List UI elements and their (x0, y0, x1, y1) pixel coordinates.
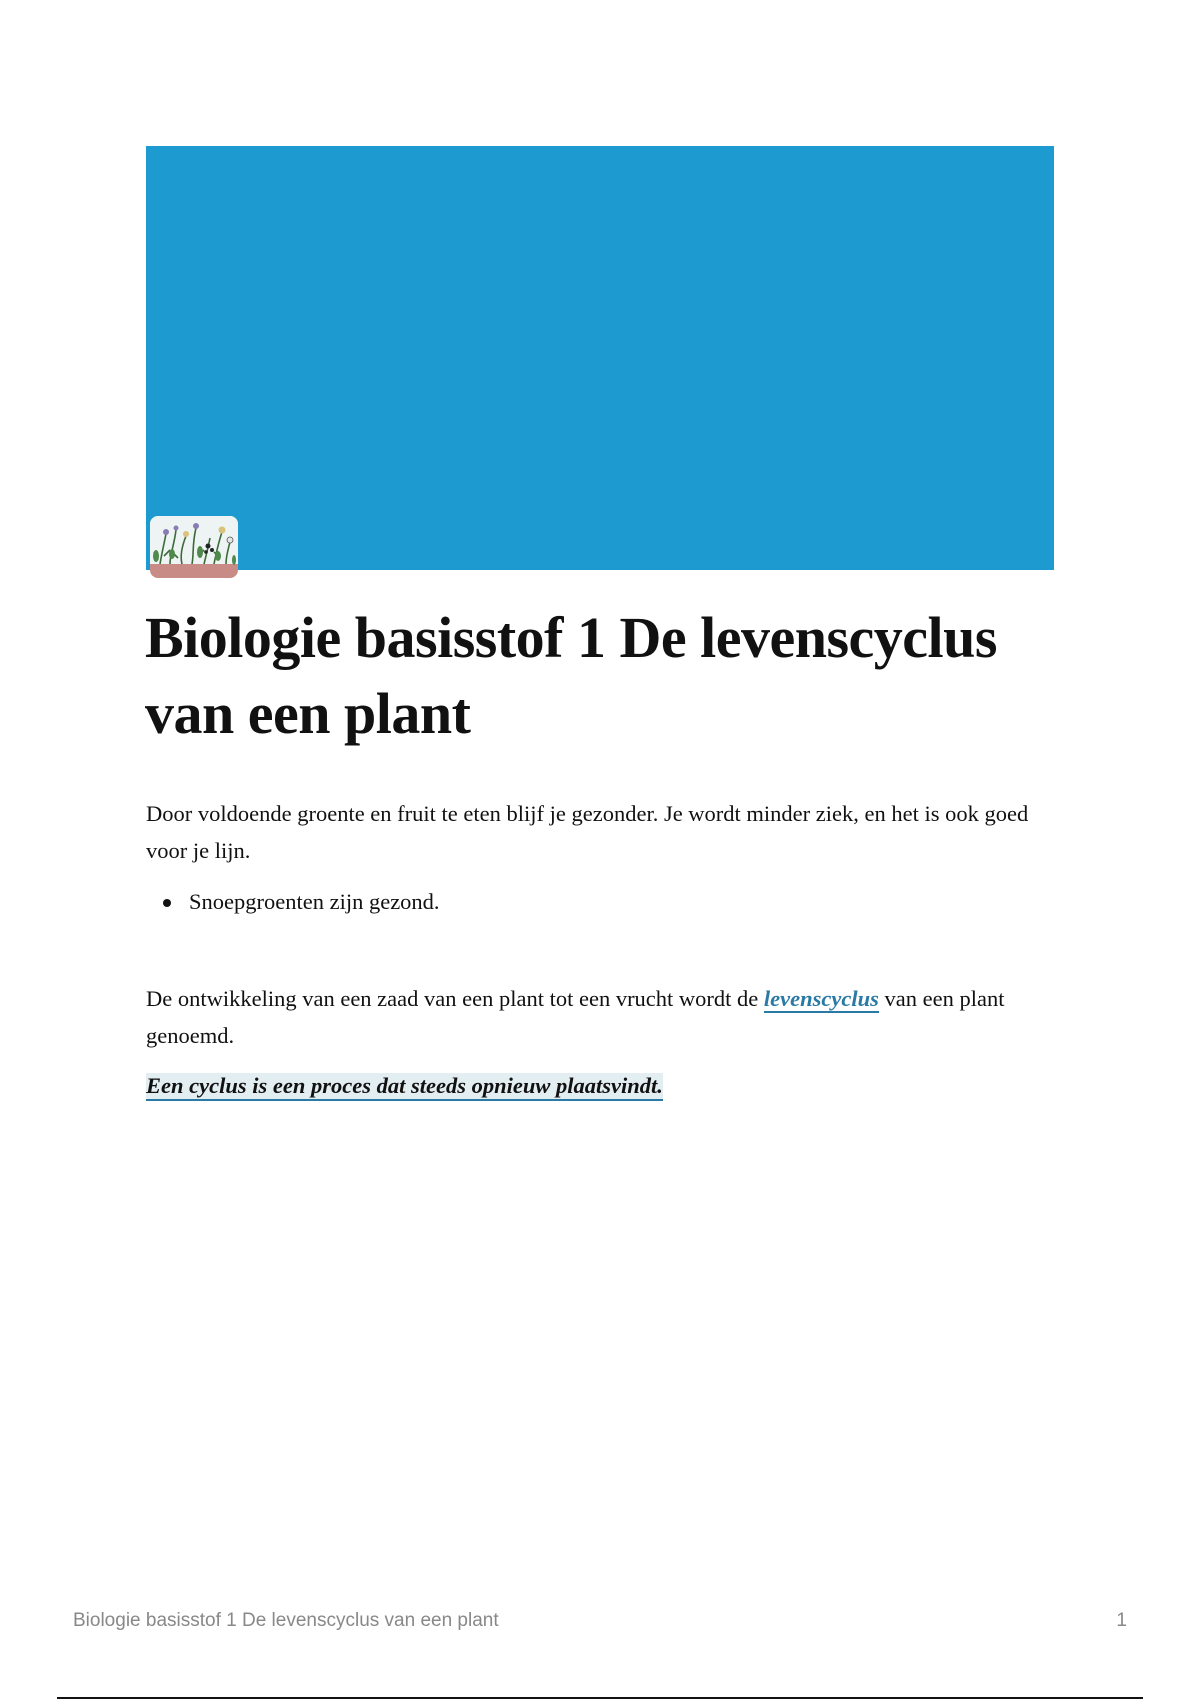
page-number: 1 (1116, 1610, 1127, 1631)
paragraph-text-start: De ontwikkeling van een zaad van een plant tot een vrucht wordt de (146, 986, 764, 1011)
definition-callout (146, 1067, 1066, 1104)
lifecycle-paragraph (146, 980, 1066, 1054)
paragraph-text-end: van een plant genoemd. (146, 986, 1005, 1048)
plants-illustration-icon (150, 516, 238, 578)
page-title: Biologie basisstof 1 De levenscyclus van een plant (145, 605, 997, 746)
list-item: Snoepgroenten zijn gezond. (189, 883, 1066, 920)
definition-text: Een cyclus is een proces dat steeds opnieuw plaatsvindt. (146, 1073, 663, 1101)
document-body (146, 795, 1066, 1104)
footer-divider (57, 1697, 1143, 1699)
footer-document-title: Biologie basisstof 1 De levenscyclus van een plant (73, 1610, 499, 1631)
levenscyclus-link[interactable]: levenscyclus (763, 986, 879, 1011)
intro-paragraph: Door voldoende groente en fruit te eten blijf je gezonder. Je wordt minder ziek, en het is ook goed voor je lijn. (146, 801, 1029, 863)
bullet-list (146, 883, 1066, 920)
cover-image (146, 146, 1054, 570)
